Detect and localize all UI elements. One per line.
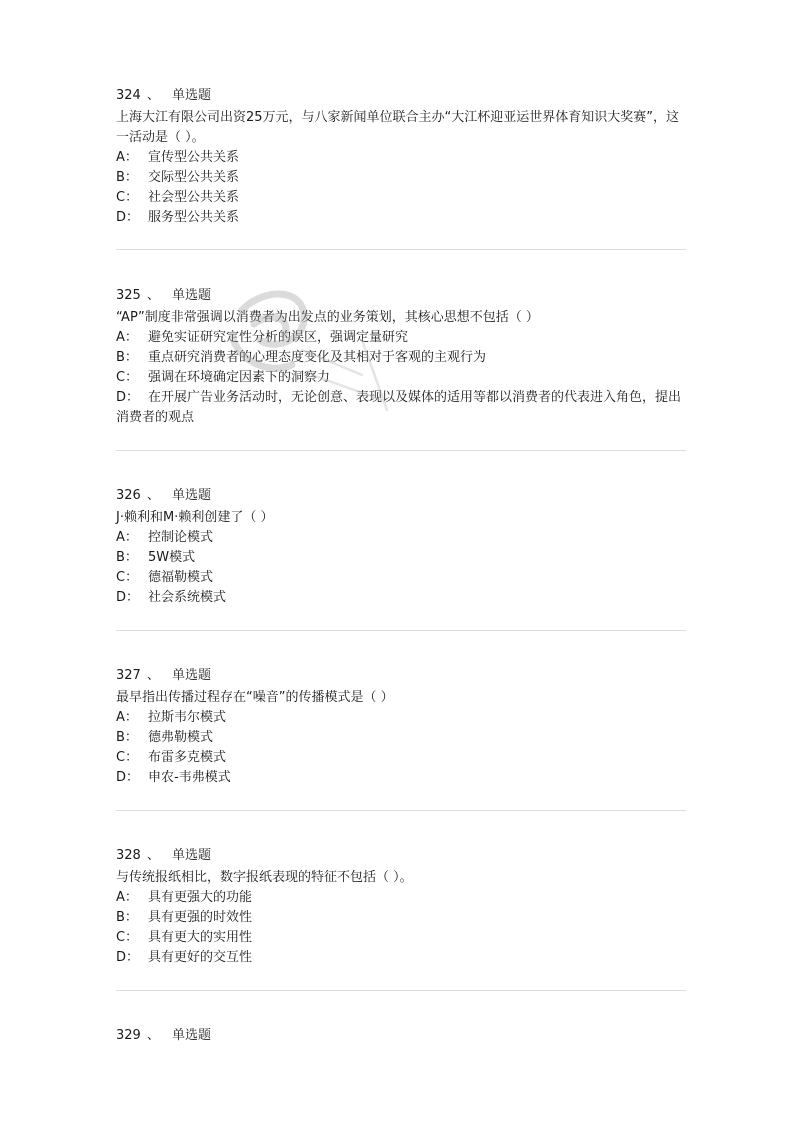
option-text: 布雷多克模式 (148, 750, 227, 765)
question-header (116, 286, 686, 306)
question-326 (116, 486, 686, 608)
option-d (116, 948, 686, 968)
question-number: 329 (116, 1028, 141, 1043)
question-sep: 、 (146, 668, 160, 683)
option-letter: C： (116, 370, 139, 385)
option-text: 交际型公共关系 (148, 170, 240, 185)
question-sep: 、 (146, 288, 160, 303)
option-letter: B： (116, 550, 138, 565)
option-text: 5W模式 (148, 550, 196, 565)
option-text: 具有更大的实用性 (148, 930, 253, 945)
option-d (116, 768, 686, 788)
option-letter: C： (116, 190, 139, 205)
option-letter: B： (116, 350, 138, 365)
option-letter: A： (116, 890, 138, 905)
question-325 (116, 286, 686, 428)
option-text: 具有更强的时效性 (148, 910, 253, 925)
question-header (116, 486, 686, 506)
option-d (116, 388, 686, 428)
option-a (116, 888, 686, 908)
question-number: 326 (116, 488, 141, 503)
question-stem: 与传统报纸相比，数字报纸表现的特征不包括（ ）。 (116, 870, 413, 885)
option-letter: B： (116, 730, 138, 745)
option-b (116, 548, 686, 568)
option-text: 社会系统模式 (148, 590, 227, 605)
option-c (116, 748, 686, 768)
option-b (116, 728, 686, 748)
option-letter: B： (116, 170, 138, 185)
option-letter: C： (116, 570, 139, 585)
option-c (116, 568, 686, 588)
option-letter: C： (116, 930, 139, 945)
question-328 (116, 846, 686, 968)
question-stem: 最早指出传播过程存在“噪音”的传播模式是（ ） (116, 690, 394, 705)
question-header (116, 1026, 686, 1046)
question-header (116, 86, 686, 106)
question-type: 单选题 (171, 88, 211, 103)
question-divider (116, 990, 686, 991)
question-sep: 、 (146, 848, 160, 863)
option-text: 具有更好的交互性 (148, 950, 253, 965)
question-324 (116, 86, 686, 228)
option-a (116, 148, 686, 168)
option-text: 服务型公共关系 (148, 210, 240, 225)
option-c (116, 928, 686, 948)
option-letter: A： (116, 530, 138, 545)
option-d (116, 208, 686, 228)
option-text: 德弗勒模式 (148, 730, 214, 745)
option-text: 拉斯韦尔模式 (148, 710, 227, 725)
option-a (116, 708, 686, 728)
question-stem: J·赖利和M·赖利创建了（ ） (116, 510, 274, 525)
question-type: 单选题 (171, 668, 211, 683)
option-letter: A： (116, 330, 138, 345)
option-a (116, 528, 686, 548)
option-text: 社会型公共关系 (148, 190, 240, 205)
option-text: 强调在环境确定因素下的洞察力 (148, 370, 331, 385)
option-letter: D： (116, 210, 140, 225)
option-letter: D： (116, 590, 140, 605)
question-header (116, 666, 686, 686)
question-327 (116, 666, 686, 788)
option-letter: A： (116, 710, 138, 725)
option-text: 具有更强大的功能 (148, 890, 253, 905)
option-text: 控制论模式 (148, 530, 214, 545)
option-text: 宣传型公共关系 (148, 150, 240, 165)
question-header (116, 846, 686, 866)
question-stem: 上海大江有限公司出资25万元，与八家新闻单位联合主办“大江杯迎亚运世界体育知识大奖赛”，这一活动是（ ）。 (116, 110, 680, 145)
question-sep: 、 (146, 88, 160, 103)
option-d (116, 588, 686, 608)
question-divider (116, 249, 686, 250)
option-letter: B： (116, 910, 138, 925)
option-letter: D： (116, 950, 140, 965)
option-letter: D： (116, 390, 140, 405)
question-type: 单选题 (171, 848, 211, 863)
option-text: 重点研究消费者的心理态度变化及其相对于客观的主观行为 (148, 350, 487, 365)
option-letter: D： (116, 770, 140, 785)
option-text: 德福勒模式 (148, 570, 214, 585)
option-text: 避免实证研究定性分析的误区，强调定量研究 (148, 330, 409, 345)
option-c (116, 368, 686, 388)
option-text: 在开展广告业务活动时，无论创意、表现以及媒体的适用等都以消费者的代表进入角色，提出消费者的观点 (116, 390, 682, 425)
question-sep: 、 (146, 488, 160, 503)
question-number: 327 (116, 668, 141, 683)
option-b (116, 168, 686, 188)
question-type: 单选题 (171, 488, 211, 503)
option-a (116, 328, 686, 348)
option-b (116, 908, 686, 928)
question-divider (116, 630, 686, 631)
option-b (116, 348, 686, 368)
option-letter: A： (116, 150, 138, 165)
question-number: 328 (116, 848, 141, 863)
question-divider (116, 450, 686, 451)
question-stem: “AP”制度非常强调以消费者为出发点的业务策划，其核心思想不包括（ ） (116, 310, 539, 325)
option-text: 申农-韦弗模式 (148, 770, 231, 785)
question-number: 324 (116, 88, 141, 103)
question-type: 单选题 (171, 288, 211, 303)
question-number: 325 (116, 288, 141, 303)
option-c (116, 188, 686, 208)
question-329 (116, 1026, 686, 1046)
question-sep: 、 (146, 1028, 160, 1043)
question-divider (116, 810, 686, 811)
option-letter: C： (116, 750, 139, 765)
question-type: 单选题 (171, 1028, 211, 1043)
